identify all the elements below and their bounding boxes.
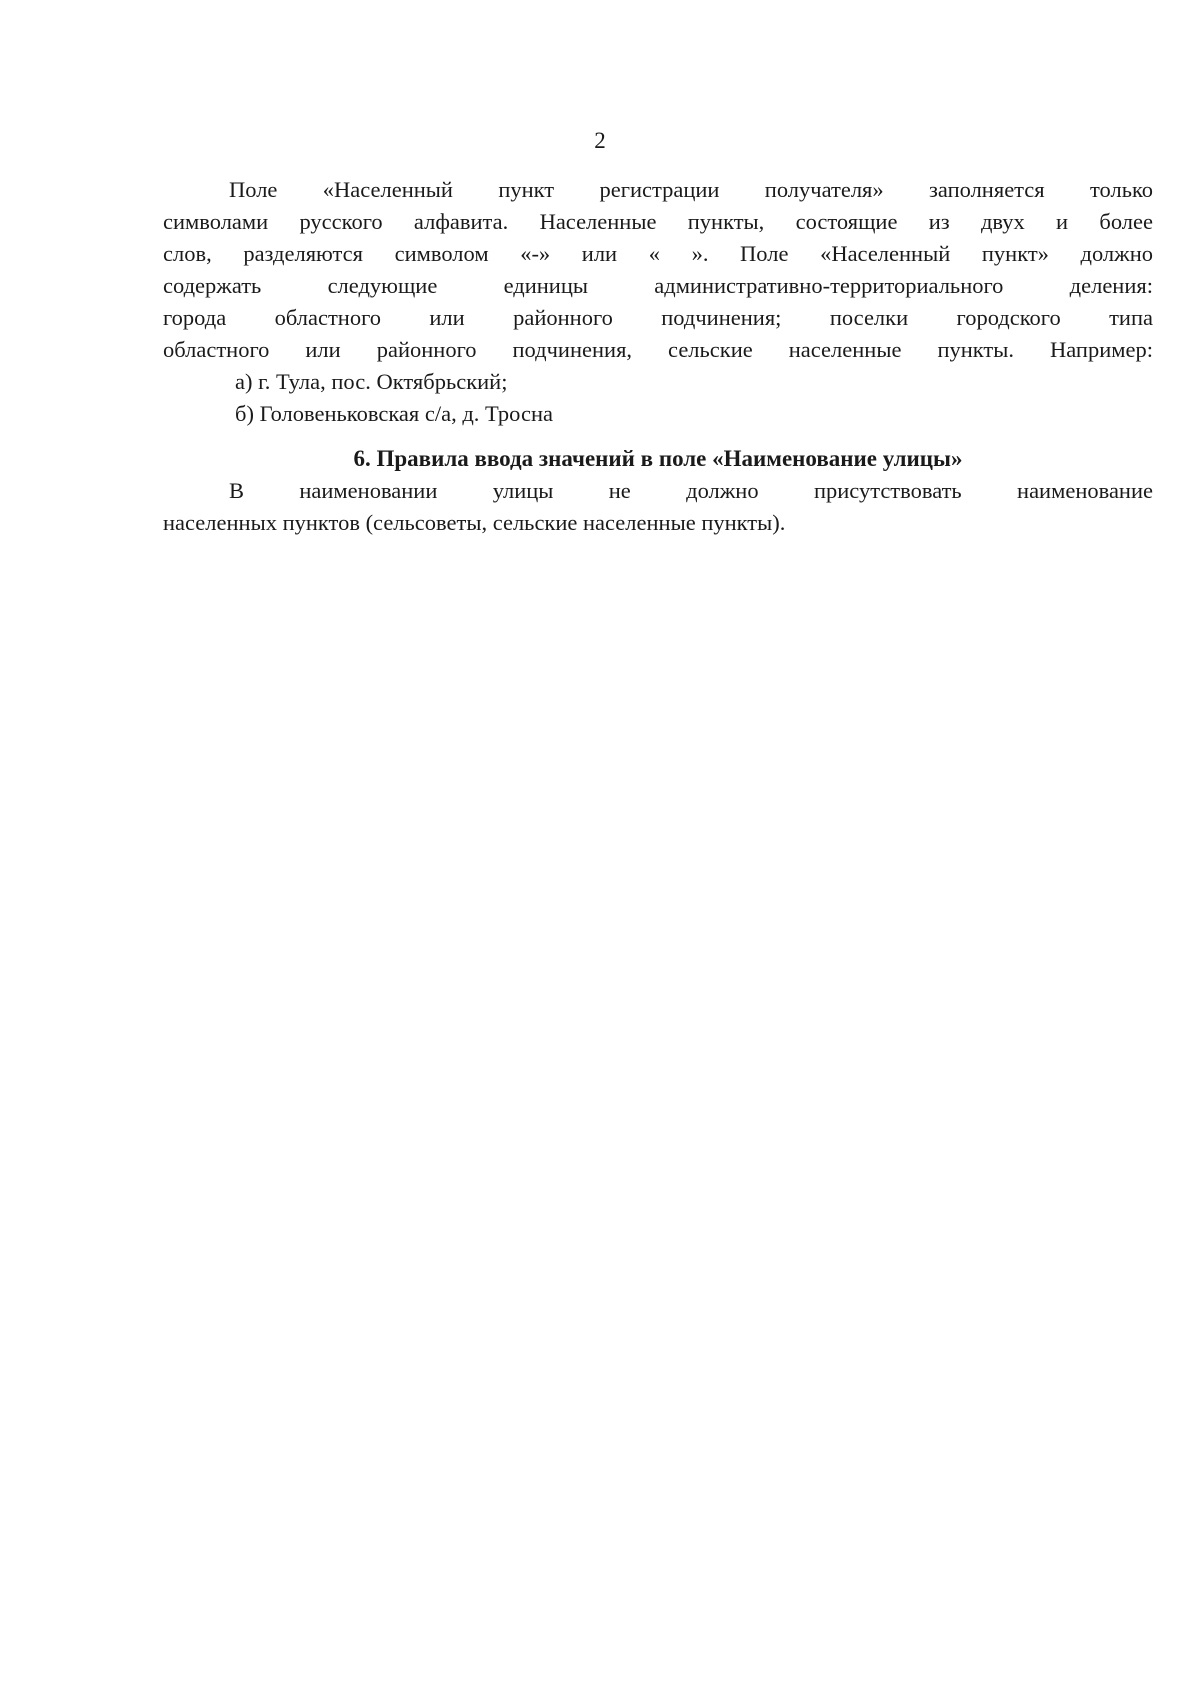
intro-line: областного или районного подчинения, сельские населенные пункты. Например: — [163, 337, 1153, 362]
section-6-line: В наименовании улицы не должно присутствовать наименование — [229, 478, 1153, 503]
section-6-line: населенных пунктов (сельсоветы, сельские населенные пункты). — [163, 510, 786, 535]
intro-line: города областного или районного подчинения; поселки городского типа — [163, 305, 1153, 330]
intro-line: Поле «Населенный пункт регистрации получателя» заполняется только — [229, 177, 1153, 202]
intro-paragraph — [163, 174, 1153, 430]
intro-line: символами русского алфавита. Населенные пункты, состоящие из двух и более — [163, 209, 1153, 234]
intro-line: слов, разделяются символом «-» или « ». Поле «Населенный пункт» должно — [163, 241, 1153, 266]
intro-line: содержать следующие единицы административно-территориального деления: — [163, 273, 1153, 298]
section-6-title: 6. Правила ввода значений в поле «Наименование улицы» — [353, 446, 963, 471]
page-number: 2 — [594, 128, 606, 153]
example-b: б) Головеньковская с/а, д. Тросна — [235, 401, 554, 426]
section-6-body — [163, 475, 1153, 539]
example-a: а) г. Тула, пос. Октябрьский; — [235, 369, 508, 394]
